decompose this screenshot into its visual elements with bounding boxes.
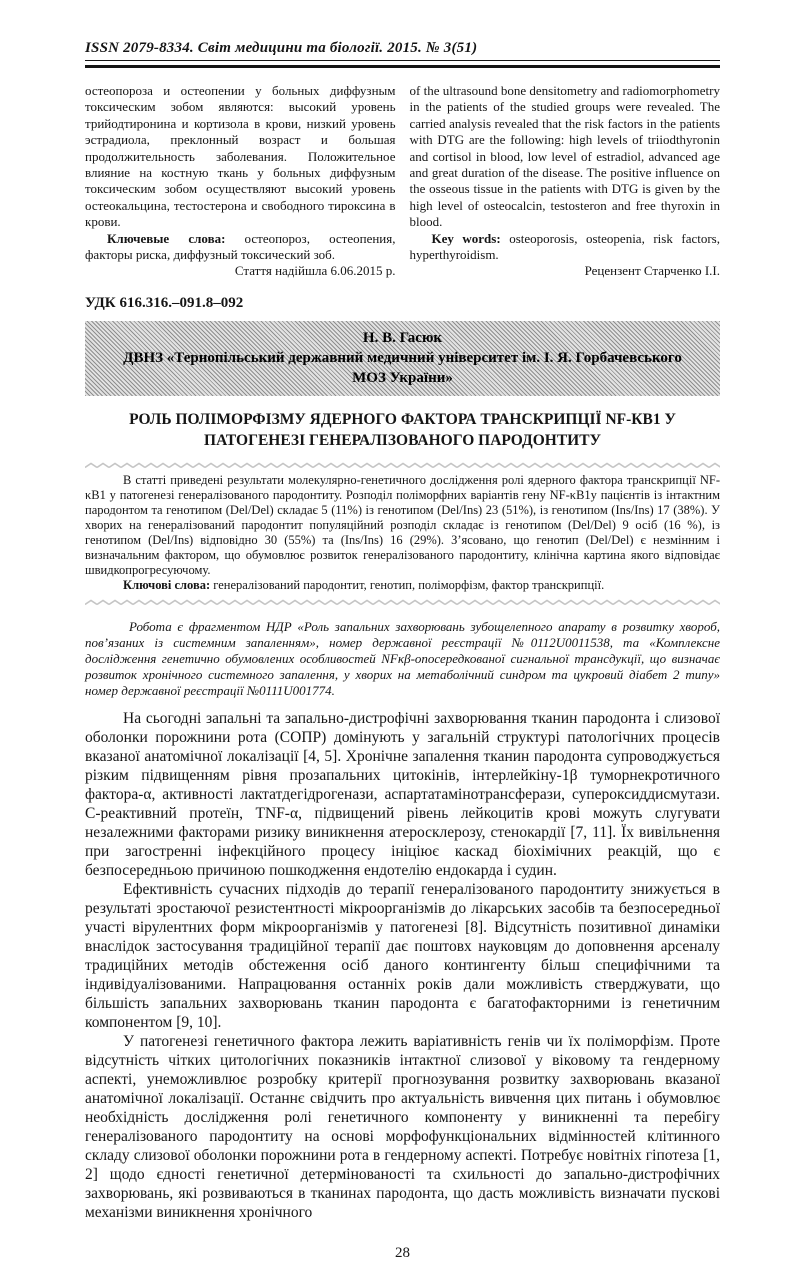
author-affiliation: ДВНЗ «Тернопільський державний медичний університет ім. І. Я. Горбачевського МОЗ України» — [123, 349, 682, 386]
body-paragraph: На сьогодні запальні та запально-дистрофічні захворювання тканин пародонта і слизової оболонки порожнини рота (СОПР) домінують у загальній структурі патологічних процесів вказаної анатомічної локалізації [4, 5]. Хронічне запалення тканин пародонта супроводжується різким підвищенням рівня прозапальних цитокінів, інтерлейкіну-1β туморнекротичного фактора-α, активності лактатдегідрогенази, аспартатамінотрансферази, супероксиддисмутази. С-реактивний протеїн, TNF-α, підвищений рівень лейкоцитів крові можуть слугувати незалежними факторами ризику виникнення атеросклерозу, стенокардії [7, 11]. Їх вивільнення при загостренні інфекційного процесу ініціює каскад біохімічних реакцій, що є безпосередньою причиною пошкодження ендотелію ендокарда і судин. — [85, 709, 720, 879]
page-header — [85, 40, 720, 68]
zigzag-divider-top — [85, 461, 720, 469]
reviewer-line: Рецензент Старченко І.І. — [584, 263, 720, 279]
abstract-column-english — [410, 83, 721, 280]
page-number: 28 — [395, 1244, 410, 1261]
ukrainian-abstract-text: В статті приведені результати молекулярно-генетичного дослідження ролі ядерного фактора транскрипції NF-κВ1 у патогенезі генералізованого пародонтиту. Розподіл поліморфних варіантів гену NF-κВ1у пацієнтів із інтактним пародонтом та генотипом (Del/Del) складає 5 (11%) із генотипом (Del/Ins) 23 (51%), із генотипом (Ins/Ins) 17 (38%). У хворих на генералізований пародонтит популяційний розподіл складає із генотипом (Del/Del) 9 осіб (16 %), із генотипом (Del/Ins) відповідно 30 (55%) та (Ins/Ins) 16 (29%). З’ясовано, що генотип (Del/Del) є незмінним і визначальним фактором, що обумовлює розвиток генералізованого пародонтиту, клінічна картина якого відповідає швидкопрогресуючому. — [85, 473, 720, 577]
ukrainian-abstract-block — [85, 473, 720, 592]
russian-keywords — [85, 231, 396, 264]
ukrainian-keywords-label: Ключові слова: — [123, 577, 211, 592]
body-paragraph: У патогенезі генетичного фактора лежить варіативність генів чи їх поліморфізм. Проте відсутність чітких цитологічних показників інтактної слизової у віковому та гендерному аспекті, унеможливлює розробку критерії прогнозування розвитку захворювань вказаної анатомічної локалізації. Останнє свідчить про актуальність вивчення цих питань і обумовлює необхідність дослідження ролі генетичного компоненту у виникненні та перебігу генералізованого пародонтиту на основі морфофункціональних відмінностей клітинного складу слизової оболонки порожнини рота в гендерному аспекті. Потребує новітніх гіпотеза [1, 2] щодо єдності генетичної детермінованості та схильності до запально-дистрофічних захворювань, які розвиваються в тканинах пародонта, що дасть можливість визначати пускові механізми виникнення хронічного — [85, 1032, 720, 1221]
english-abstract-text: of the ultrasound bone densitometry and radiomorphometry in the patients of the studied groups were revealed. The carried analysis revealed that the risk factors in the patients with DTG are the following: high levels of triiodthyronin and cortisol in blood, low level of estradiol, advanced age and great duration of the disease. The positive influence on the osseous tissue in the patients with DTG is given by the high level of osteocalcin, testosteron and free thyroxin in blood. — [409, 83, 720, 230]
bilingual-abstract-block — [85, 83, 720, 280]
body-paragraph: Ефективність сучасних підходів до терапії генералізованого пародонтиту знижується в результаті зростаючої резистентності мікроорганізмів до лікарських засобів та безпосередньої участі вірулентних форм мікроорганізмів у патогенезі [8]. Відсутність позитивної динаміки внаслідок застосування традиційної терапії дає поштовх науковцям до доповнення арсеналу традиційних методів обстеження осіб даного контингенту більш специфічними та індивідуалізованими. Напрацювання останніх років дали можливість стверджувати, що більшість запальних захворювань тканин пародонта є багатофакторними із генетичним компонентом [9, 10]. — [85, 880, 720, 1031]
author-name: Н. В. Гасюк — [362, 329, 443, 346]
english-keywords — [410, 231, 721, 264]
english-keywords-label: Key words: — [431, 230, 501, 246]
russian-abstract-text: остеопороза и остеопении у больных диффузным токсическим зобом являются: высокий уровень трийодтиронина и кортизола в крови, низкий уровень эстрадиола, преклонный возраст и большая продолжительность заболевания. Положительное влияние на костную ткань у больных диффузным токсическим зобом осуществляют высокий уровень остеокальцина, тестостерона и свободного тироксина в крови. — [85, 83, 396, 230]
journal-issn-line: ISSN 2079-8334. Світ медицини та біології. 2015. № 3(51) — [85, 40, 478, 56]
header-rule-thin — [85, 60, 720, 61]
ukrainian-keywords-text: генералізований пародонтит, генотип, поліморфізм, фактор транскрипції. — [210, 577, 605, 592]
header-rule-thick — [85, 65, 720, 68]
received-date-line: Стаття надійшла 6.06.2015 р. — [234, 263, 396, 279]
authors-affiliation-box — [85, 321, 720, 396]
research-project-note: Робота є фрагментом НДР «Роль запальних захворювань зубощелепного апарату в розвитку хвороб, пов’язаних із системним запаленням», номер державної реєстрації №0112U0011538, та «Комплексне дослідження генетично обумовлених особливостей NFκβ-опосередкованої сигнальної трансдукції, що визначає розвиток хронічного системного запалення, у хворих на метаболічний синдром та цукровий діабет 2 типу» номер державної реєстрації №0111U001774. — [85, 618, 720, 699]
article-title-line1: РОЛЬ ПОЛІМОРФІЗМУ ЯДЕРНОГО ФАКТОРА ТРАНСКРИПЦІЇ NF-КВ1 У — [129, 410, 676, 428]
english-keywords-text: osteoporosis, osteopenia, risk factors, hyperthyroidism. — [409, 230, 720, 263]
article-title-line2: ПАТОГЕНЕЗІ ГЕНЕРАЛІЗОВАНОГО ПАРОДОНТИТУ — [204, 431, 601, 449]
abstract-column-russian — [85, 83, 396, 280]
zigzag-divider-bottom — [85, 598, 720, 606]
udc-code: УДК 616.316.–091.8–092 — [85, 294, 244, 311]
russian-keywords-text: остеопороз, остеопения, факторы риска, диффузный токсический зоб. — [85, 230, 396, 263]
russian-keywords-label: Ключевые слова: — [107, 230, 226, 246]
ukrainian-keywords — [85, 578, 720, 593]
article-title — [85, 409, 720, 451]
article-body — [85, 709, 720, 1222]
